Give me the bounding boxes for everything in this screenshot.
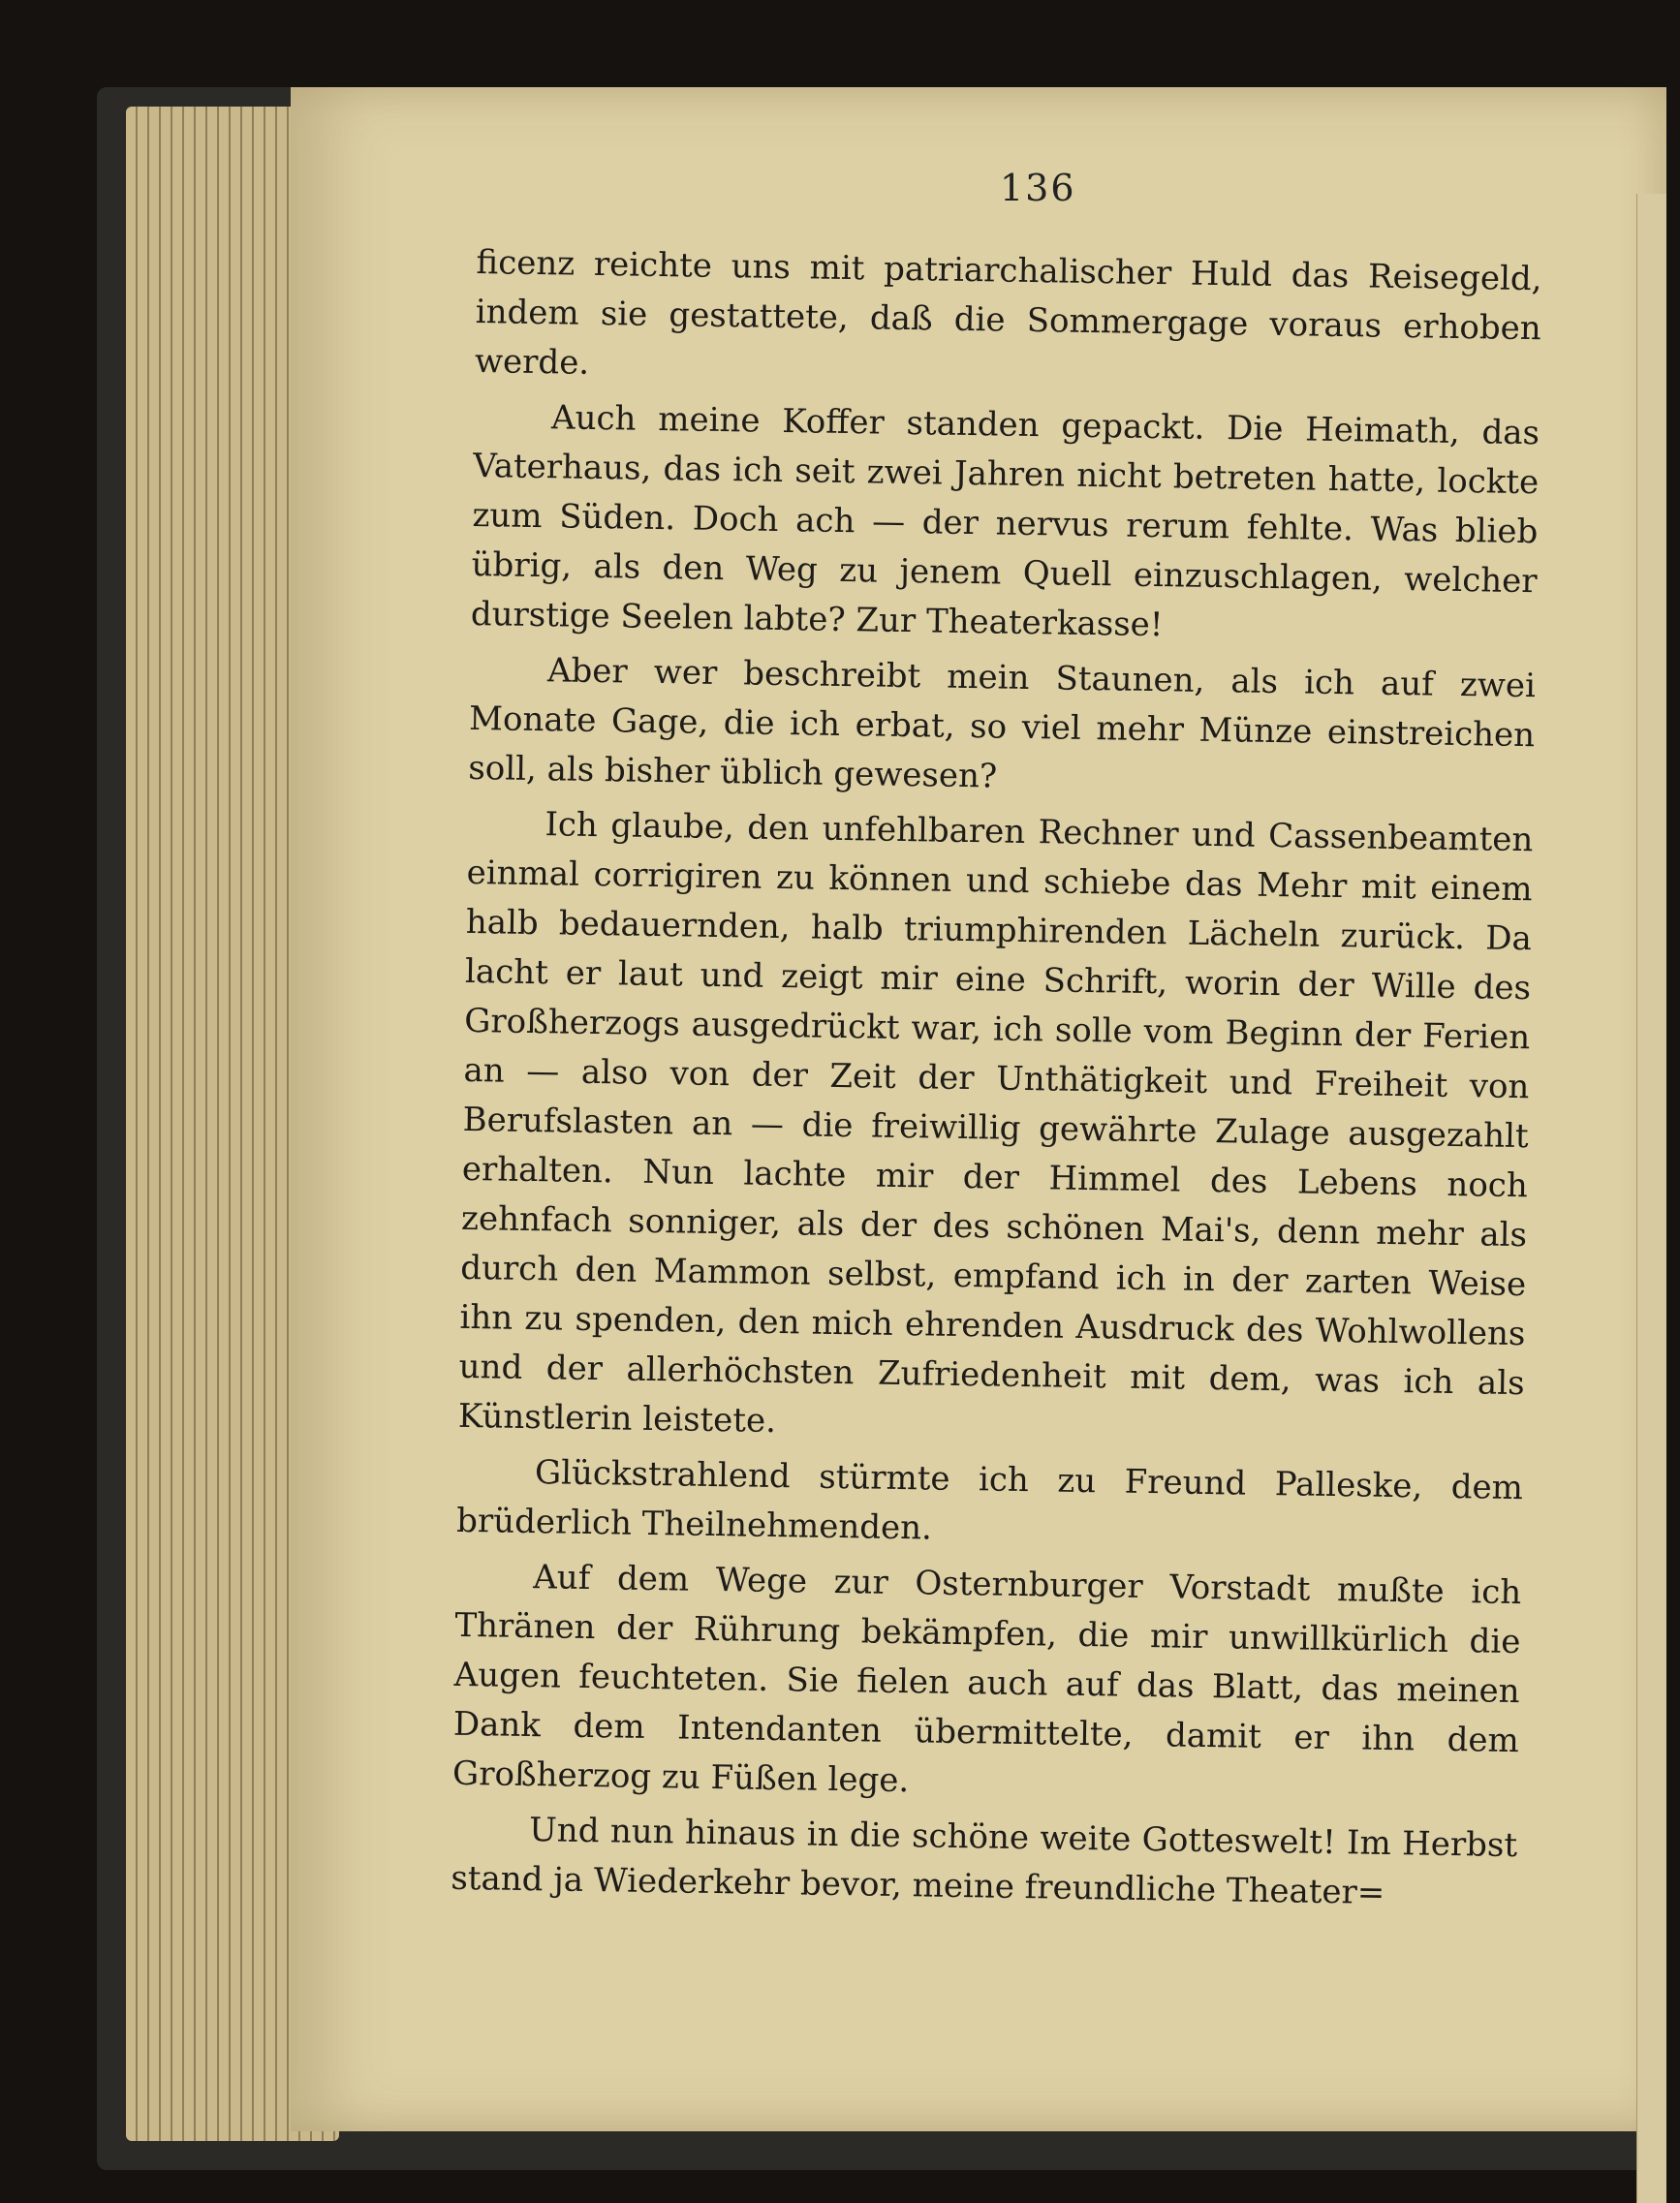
facing-page-edge xyxy=(1636,194,1666,2203)
paragraph-4: Ich glaube, den unfehlbaren Rechner und Cassenbeamten einmal corrigiren zu können und schiebe das Mehr mit einem halb bedauernden, halb triumphirenden Lächeln zurück. Da lacht er laut und zeigt mir eine Schrift, worin der Wille des Großherzogs ausgedrückt war, ich solle vom Beginn der Ferien an — also von der Zeit der Unthätigkeit und Freiheit von Berufslasten an — die freiwillig gewährte Zulage ausgezahlt erhalten. Nun lachte mir der Himmel des Lebens noch zehnfach sonniger, als der des schönen Mai's, denn mehr als durch den Mammon selbst, empfand ich in der zarten Weise ihn zu spenden, den mich ehrenden Ausdruck des Wohlwollens und der allerhöchsten Zufriedenheit mit dem, was ich als Künstlerin leistete. xyxy=(457,805,1534,1442)
paragraph-7: Und nun hinaus in die schöne weite Gotteswelt! Im Herbst stand ja Wiederkehr bevor, meine freundliche Theater= xyxy=(451,1811,1518,1912)
paragraph-3: Aber wer beschreibt mein Staunen, als ich auf zwei Monate Gage, die ich erbat, so viel mehr Münze einstreichen soll, als bisher üblich gewesen? xyxy=(468,651,1537,796)
paragraph-2: Auch meine Koffer standen gepackt. Die Heimath, das Vaterhaus, das ich seit zwei Jahren nicht betreten hatte, lockte zum Süden. Doch ach — der nervus rerum fehlte. Was blieb übrig, als den Weg zu jenem Quell einzuschlagen, welcher durstige Seelen labte? Zur Theaterkasse! xyxy=(470,398,1540,645)
paragraph-5: Glückstrahlend stürmte ich zu Freund Palleske, dem brüderlich Theilnehmenden. xyxy=(455,1453,1524,1548)
paragraph-1: ficenz reichte uns mit patriarchalischer Huld das Reisegeld, indem sie gestattete, daß die Sommergage voraus erhoben werde. xyxy=(474,242,1542,383)
page-text xyxy=(451,238,1542,1926)
page-number: 136 xyxy=(1000,167,1076,209)
paragraph-6: Auf dem Wege zur Osternburger Vorstadt mußte ich Thränen der Rührung bekämpfen, die mir unwillkürlich die Augen feuchteten. Sie fielen auch auf das Blatt, das meinen Dank dem Intendanten übermittelte, damit er ihn dem Großherzog zu Füßen lege. xyxy=(451,1558,1522,1801)
